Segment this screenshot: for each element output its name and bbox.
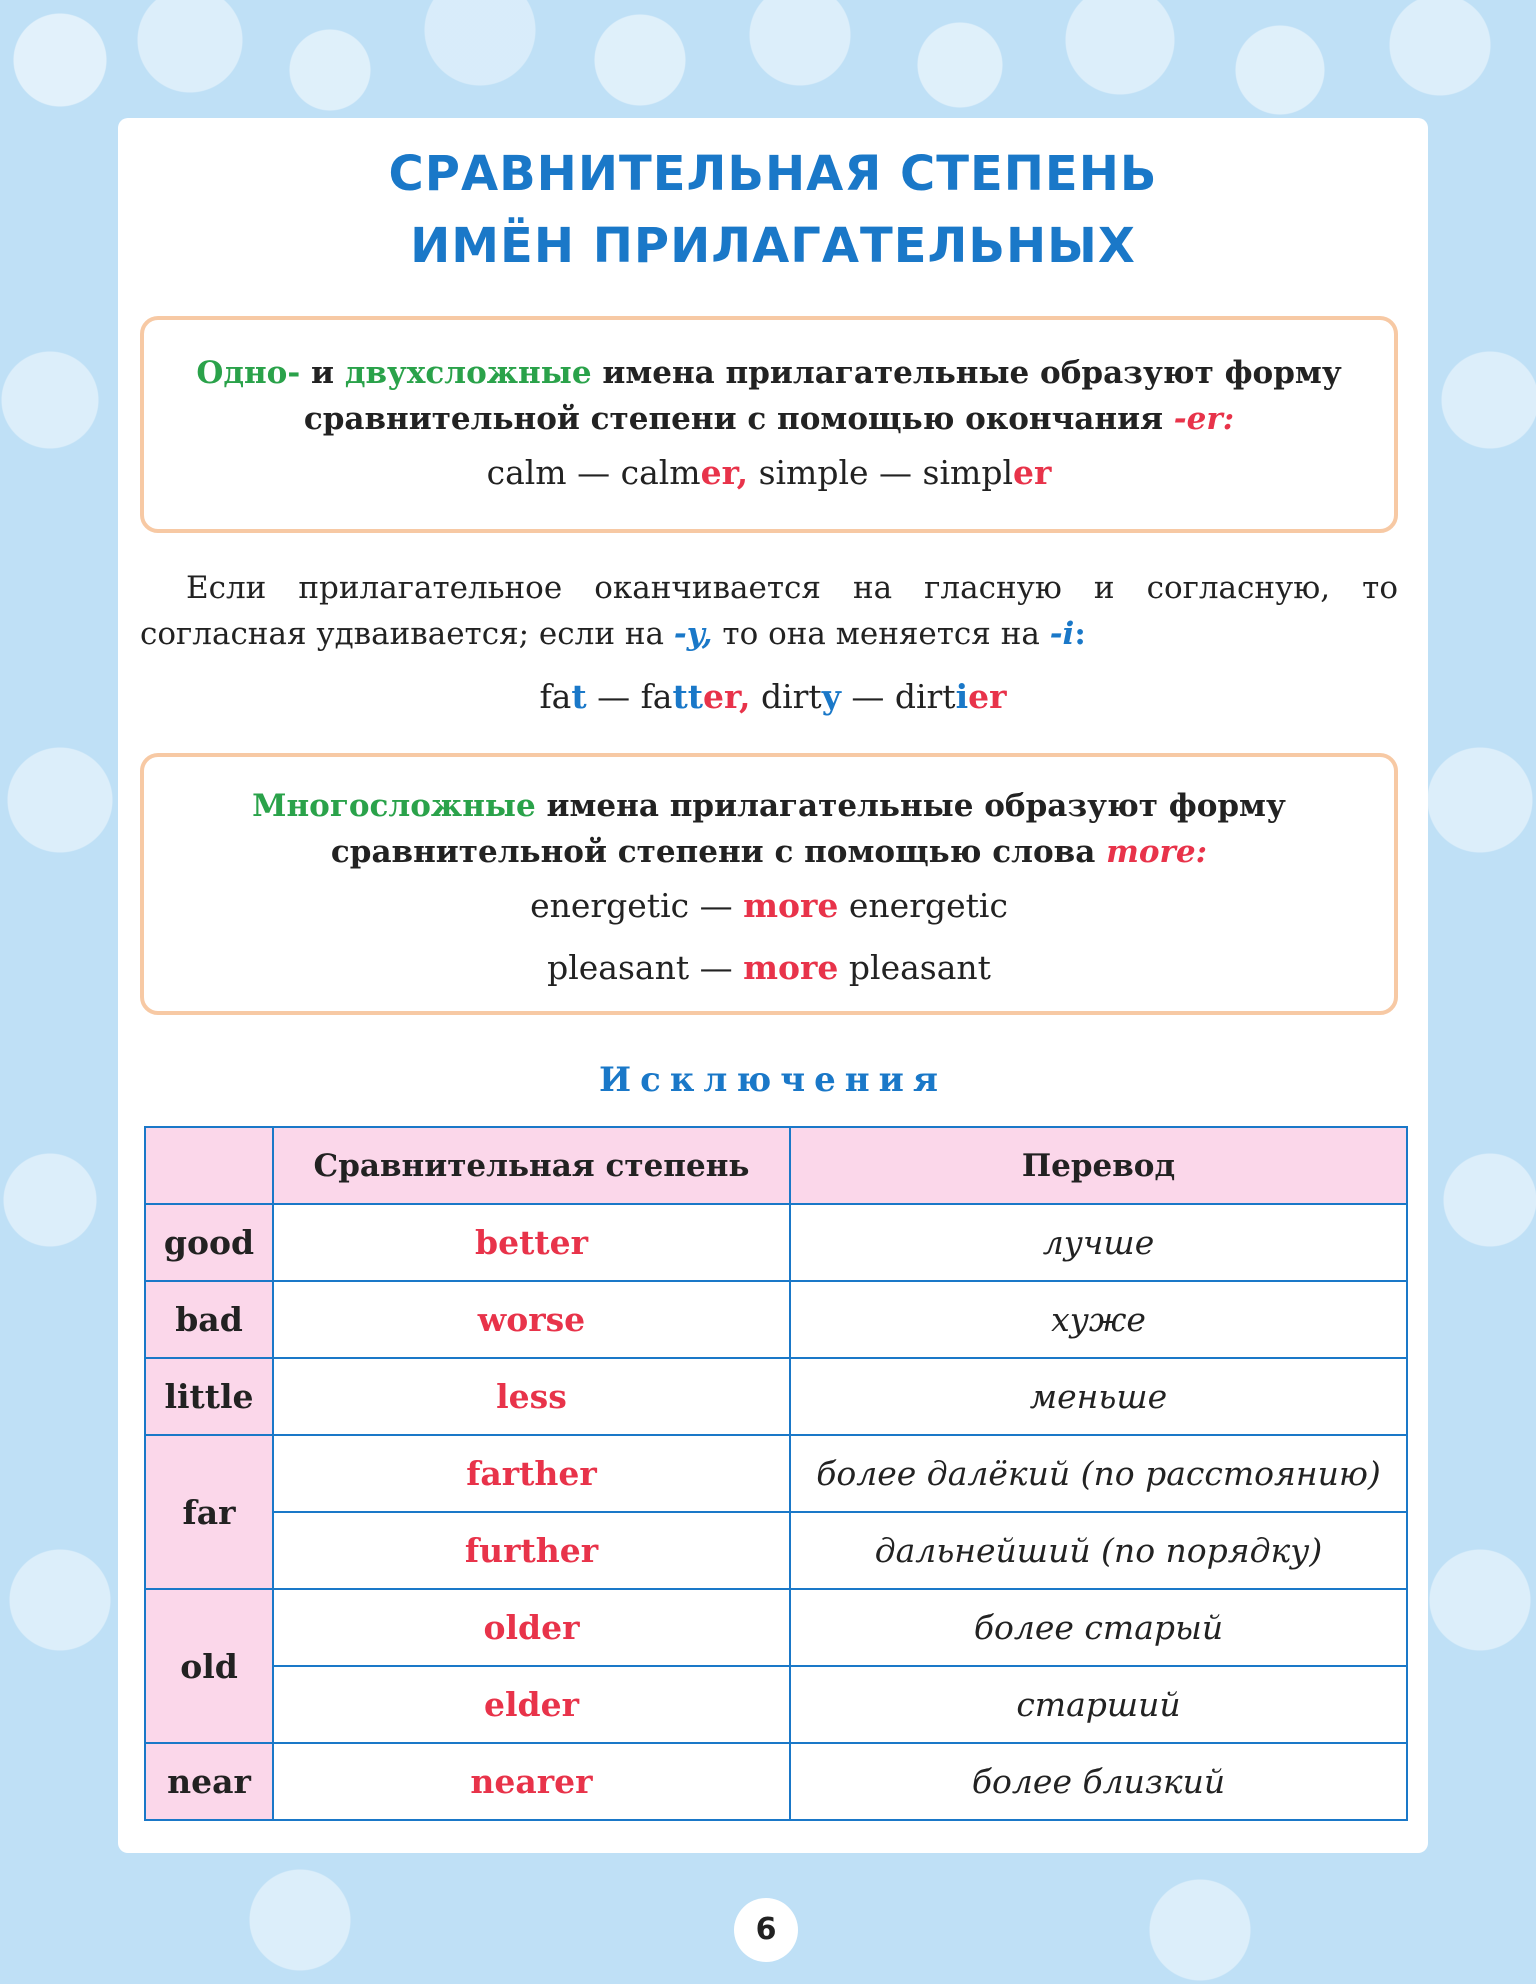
highlight-two-syllable: двухсложные — [344, 355, 592, 391]
ex-dash: — — [689, 886, 744, 925]
table-header-row — [145, 1127, 1407, 1204]
title-line-1: СРАВНИТЕЛЬНАЯ СТЕПЕНЬ — [388, 146, 1158, 202]
ex-more: more — [743, 948, 839, 987]
exceptions-table — [144, 1126, 1408, 1821]
comparative-form: less — [273, 1358, 790, 1435]
ex-word: dirt — [750, 677, 822, 716]
ex-ending: er — [968, 677, 1007, 716]
comparative-form: worse — [273, 1281, 790, 1358]
translation: хуже — [790, 1281, 1407, 1358]
header-translation: Перевод — [790, 1127, 1407, 1204]
translation: лучше — [790, 1204, 1407, 1281]
table-row — [145, 1281, 1407, 1358]
ex-word: fa — [539, 677, 572, 716]
ex-ending: er, — [700, 453, 749, 492]
exceptions-title: Исключения — [599, 1060, 947, 1100]
ex-word: energetic — [838, 886, 1008, 925]
spelling-colon: : — [1074, 616, 1086, 652]
ex-dash: — — [689, 948, 744, 987]
comparative-form: nearer — [273, 1743, 790, 1820]
ex-letter: y — [821, 677, 841, 716]
title-line-2: ИМЁН ПРИЛАГАТЕЛЬНЫХ — [410, 218, 1136, 274]
spelling-body-2: то она меняется на — [712, 616, 1050, 652]
table-row — [145, 1743, 1407, 1820]
translation: более близкий — [790, 1743, 1407, 1820]
page-title — [118, 138, 1428, 282]
rule-er-body: имена прилагательные образуют форму сравнительной степени с помощью окончания — [303, 355, 1342, 437]
example-spelling — [118, 667, 1428, 727]
base-word: bad — [145, 1281, 273, 1358]
base-word: near — [145, 1743, 273, 1820]
header-empty — [145, 1127, 273, 1204]
table-row — [145, 1666, 1407, 1743]
comparative-form: farther — [273, 1435, 790, 1512]
base-word: old — [145, 1589, 273, 1743]
translation: дальнейший (по порядку) — [790, 1512, 1407, 1589]
base-word: little — [145, 1358, 273, 1435]
comparative-form: better — [273, 1204, 790, 1281]
ex-word: — fa — [586, 677, 673, 716]
table-row — [145, 1589, 1407, 1666]
header-comparative: Сравнительная степень — [273, 1127, 790, 1204]
rule-more-colon: : — [1195, 834, 1208, 870]
spelling-body-1: Если прилагательное оканчивается на гласную и согласную, то согласная удваивается; если на — [140, 570, 1398, 652]
page-sheet — [118, 118, 1428, 1853]
ex-word: pleasant — [547, 948, 690, 987]
comparative-form: further — [273, 1512, 790, 1589]
example-er — [164, 442, 1374, 504]
translation: более далёкий (по расстоянию) — [790, 1435, 1407, 1512]
ex-word: energetic — [530, 886, 690, 925]
table-row — [145, 1204, 1407, 1281]
highlight-one-syllable: Одно- — [196, 355, 301, 391]
ex-word: — simpl — [868, 453, 1014, 492]
ex-word: — calm — [566, 453, 701, 492]
ex-letter: t — [571, 677, 587, 716]
translation: меньше — [790, 1358, 1407, 1435]
ex-word: calm — [486, 453, 567, 492]
table-row — [145, 1358, 1407, 1435]
ex-ending: er, — [702, 677, 751, 716]
translation: более старый — [790, 1589, 1407, 1666]
ending-y: -y, — [673, 616, 713, 652]
ex-letter: tt — [672, 677, 703, 716]
base-word: far — [145, 1435, 273, 1589]
comparative-form: older — [273, 1589, 790, 1666]
rule-more-body: имена прилагательные образуют форму сравнительной степени с помощью слова — [330, 788, 1286, 870]
rule-more-text — [164, 783, 1374, 875]
comparative-form: elder — [273, 1666, 790, 1743]
rule-spelling-text — [140, 565, 1398, 657]
rule-box-more — [140, 753, 1398, 1015]
translation: старший — [790, 1666, 1407, 1743]
word-more: more — [1106, 834, 1196, 870]
page-number: 6 — [734, 1898, 798, 1962]
example-more-1 — [164, 875, 1374, 937]
table-row — [145, 1435, 1407, 1512]
table-row — [145, 1512, 1407, 1589]
ex-word: pleasant — [838, 948, 991, 987]
example-more-2 — [164, 937, 1374, 999]
rule-er-colon: : — [1222, 401, 1235, 437]
ex-more: more — [743, 886, 839, 925]
ex-ending: er — [1013, 453, 1052, 492]
ex-word: simple — [748, 453, 869, 492]
rule-box-suffix-er — [140, 316, 1398, 533]
rule-er-text — [164, 350, 1374, 442]
highlight-multi-syllable: Многосложные — [252, 788, 536, 824]
ex-word: — dirt — [840, 677, 956, 716]
rule-er-and: и — [300, 355, 345, 391]
suffix-er: -er — [1173, 401, 1223, 437]
ending-i: -i — [1049, 616, 1075, 652]
base-word: good — [145, 1204, 273, 1281]
ex-letter: i — [955, 677, 969, 716]
